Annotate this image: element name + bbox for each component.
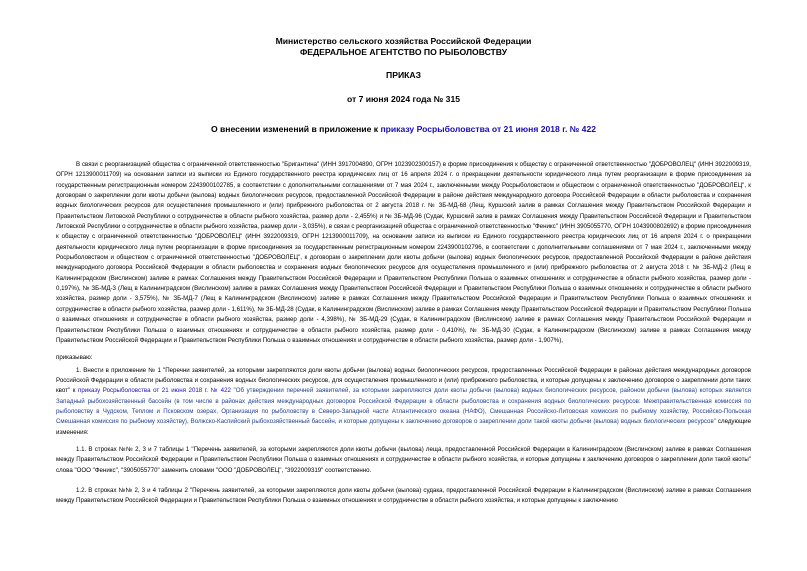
item-1-quote: "Об утверждении перечней заявителей, за которыми закрепляются доли квоты добычи (вылова) водных биологических ресурсов, районом добычи (вылова) которых является Западный рыбохозяйственный бассейн (в том числе в районах действия международных договоров Российской Федерации в области рыболовства и сохранения водных биологических ресурсов: Межправительственная комиссия по рыболовству в Чудском, Теплом и Псковском озерах, Организация по рыболовству в Северо-Западной части Атлантического океана (НАФО), Смешанная Российско-Литовская комиссия по рыбному хозяйству, Российско-Польская Смешанная комиссия по рыбному хозяйству), Волжско-Каспийский рыбохозяйственный бассейн, и которые допущены к заключению договоров о закреплении доли такой квоты добычи (вылова) водных биологических ресурсов" (56, 387, 751, 426)
item-1-text: 1. Внести в приложение № 1 "Перечни заявителей, за которыми закрепляются доли квоты добычи (вылова) водных биологических ресурсов, предоставленных Российской Федерации в районах действия международных договоров Российской Федерации в области рыболовства и сохранения водных биологических ресурсов, для осуществления промышленного и (или) прибрежного рыболовства, и которые допущены к заключению договоров о закреплении доли таких квот" к (56, 366, 751, 395)
agency-name: ФЕДЕРАЛЬНОЕ АГЕНТСТВО ПО РЫБОЛОВСТВУ (299, 47, 508, 57)
subject-prefix: О внесении изменений в приложение к (210, 124, 381, 134)
subject-link[interactable]: приказу Росрыболовства от 21 июня 2018 г. № 422 (380, 124, 597, 134)
doc-type: ПРИКАЗ (386, 70, 421, 80)
item-1-2: 1.2. В строках №№ 2, 3 и 4 таблицы 2 "Перечень заявителей, за которыми закрепляются доли квоты добычи (вылова) судака, предоставленной Российской Федерации в Калининградском (Вислинском) заливе в рамках Соглашения между Правительством Российской Федерации и Правительством Республики Польша о взаимных отношениях и сотрудничестве в области рыбного хозяйства, и которые допущены к заключению (56, 486, 751, 505)
item-1-tail: следующие изменения: (56, 418, 752, 436)
doc-date-number: от 7 июня 2024 года № 315 (346, 94, 461, 104)
item-1-1: 1.1. В строках №№ 2, 3 и 7 таблицы 1 "Перечень заявителей, за которыми закрепляются доли квоты добычи (вылова) леща, предоставленной Российской Федерации в Калининградском (Вислинском) заливе в рамках Соглашения между Правительством Российской Федерации и Правительством Республики Польша о взаимных отношениях и сотрудничестве в области рыбного хозяйства, и которые допущены к заключению договоров о закреплении доли такой квоты" слова "ООО "Феникс", "3905055770" заменить словами "ООО "ДОБРОВОЛЕЦ", "3922009319" соответственно. (56, 445, 751, 474)
preamble-paragraph: В связи с реорганизацией общества с ограниченной ответственностью "Бригантина" (ИНН 3917004890, ОГРН 1023902300157) в форме присоединения к обществу с ограниченной ответственностью "ДОБРОВОЛЕЦ" (ИНН 3922009319, ОГРН 1213900011709) на основании записи из выписки из Единого государственного реестра юридических лиц от 16 апреля 2024 г. о прекращении деятельности юридического лица путем реорганизации в форме присоединения за государственным регистрационным номером 2243900102785, в соответствии с дополнительными соглашениями от 7 мая 2024 г., заключенными между Росрыболовством и обществом с ограниченной ответственностью "ДОБРОВОЛЕЦ", к договорам о закреплении доли квоты добычи (вылова) водных биологических ресурсов, предоставленной Российской Федерации в районе действия международного договора Российской Федерации в области рыболовства и сохранения водных биологических ресурсов для осуществления промышленного и (или) прибрежного рыболовства от 2 августа 2018 г. № ЗБ-МД-68 (Лещ, Куршский залив в рамках Соглашения между Правительством Российской Федерации и Правительством Литовской Республики о сотрудничестве в области рыбного хозяйства, размер доли - 2,455%) и № ЗБ-МД-96 (Судак, Куршский залив в рамках Соглашения между Правительством Российской Федерации и Правительством Литовской Республики о сотрудничестве в области рыбного хозяйства, размер доли - 3,035%), в связи с реорганизацией общества с ограниченной ответственностью "Феникс" (ИНН 3905055770, ОГРН 1043900802692) в форме присоединения к обществу с ограниченной ответственностью "ДОБРОВОЛЕЦ" (ИНН 3922009319, ОГРН 1213900011709), на основании записи из выписки из Единого государственного реестра юридических лиц от 16 апреля 2024 г. о прекращении деятельности юридического лица путем реорганизации в форме присоединения за государственным регистрационным номером 2243900102796, в соответствии с дополнительными соглашениями от 7 мая 2024 г., заключенными между Росрыболовством и обществом с ограниченной ответственностью "ДОБРОВОЛЕЦ", к договорам о закреплении доли квоты добычи (вылова) водных биологических ресурсов, предоставленной Российской Федерации в районе действия международного договора Российской Федерации в области рыболовства и сохранения водных биологических ресурсов для осуществления промышленного и (или) прибрежного рыболовства от 2 августа 2018 г. № ЗБ-МД-2 (Лещ в Калининградском (Вислинском) заливе в рамках Соглашения между Правительством Российской Федерации и Правительством Республики Польша о взаимных отношениях и сотрудничестве в области рыбного хозяйства, размер доли - 0,197%), № ЗБ-МД-3 (Лещ в Калининградском (Вислинском) заливе в рамках Соглашения между Правительством Российской Федерации и Правительством Республики Польша о взаимных отношениях и сотрудничестве в области рыбного хозяйства, размер доли - 3,575%), № ЗБ-МД-7 (Лещ в Калининградском (Вислинском) заливе в рамках Соглашения между Правительством Российской Федерации и Правительством Республики Польша о взаимных отношениях и сотрудничестве в области рыбного хозяйства, размер доли - 1,611%), № ЗБ-МД-28 (Судак, в Калининградском (Вислинском) заливе в рамках Соглашения между Правительством Российской Федерации и Правительством Республики Польша о взаимных отношениях и сотрудничестве в области рыбного хозяйства, размер доли - 4,398%), № ЗБ-МД-29 (Судак, в Калининградском (Вислинском) заливе в рамках Соглашения между Правительством Российской Федерации и Правительством Республики Польша о взаимных отношениях и сотрудничестве в области рыбного хозяйства, размер доли - 0,410%), № ЗБ-МД-30 (Судак, в Калининградском (Вислинском) заливе в рамках Соглашения между Правительством Российской Федерации и Правительством Республики Польша о взаимных отношениях и сотрудничестве в области рыбного хозяйства, размер доли - 1,907%), (56, 161, 751, 344)
order-word: приказываю: (56, 354, 93, 362)
ministry-name: Министерство сельского хозяйства Российской Федерации (275, 36, 532, 46)
item-1-link[interactable]: приказу Росрыболовства от 21 июня 2018 г. № 422 (78, 387, 231, 395)
item-1 (56, 366, 751, 438)
doc-subject (56, 105, 751, 135)
